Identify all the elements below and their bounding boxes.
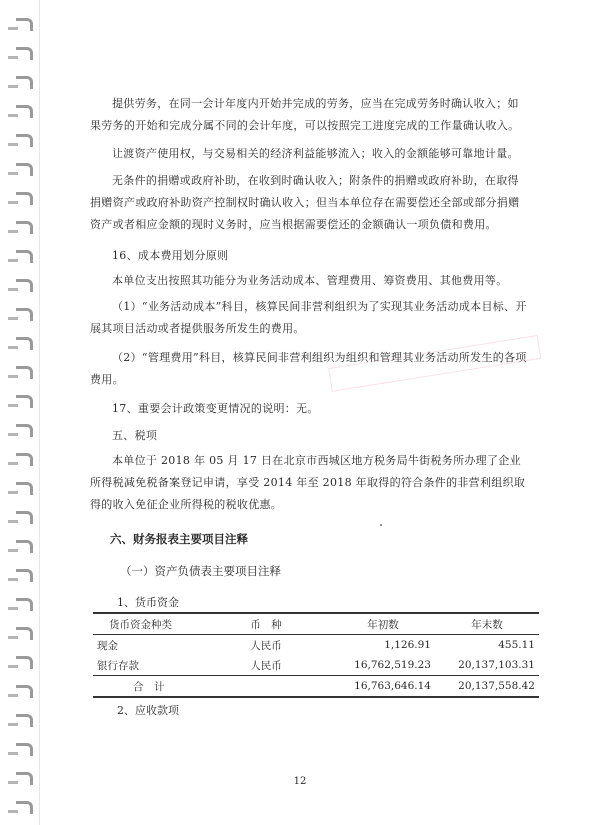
section-16-title: 16、成本费用划分原则 — [112, 249, 229, 262]
page-number: 12 — [293, 776, 307, 787]
row-currency: 人民币 — [250, 639, 282, 652]
subsection-balance-sheet-heading: （一）资产负债表主要项目注释 — [120, 564, 281, 578]
item-cash-title: 1、货币资金 — [117, 596, 179, 609]
row-begin: 1,126.91 — [384, 639, 431, 651]
cash-table — [93, 612, 539, 698]
total-label: 合 计 — [133, 680, 165, 693]
table-header-row — [93, 613, 539, 635]
row-kind: 银行存款 — [97, 659, 139, 672]
scan-speck — [380, 524, 382, 526]
total-begin: 16,763,646.14 — [354, 680, 431, 692]
paragraph-donation-revenue: 无条件的捐赠或政府补助，在收到时确认收入；附条件的捐赠或政府补助，在取得捐赠资产或政府补助资产控制权时确认收入；但当本单位存在需要偿还全部或部分捐赠资产或者相应金额的现时义务时，应当根据需要偿还的金额确认一项负债和费用。 — [90, 174, 520, 231]
paragraph-asset-use-revenue: 让渡资产使用权，与交易相关的经济利益能够流入；收入的金额能够可靠地计量。 — [112, 147, 519, 160]
total-currency-empty — [236, 676, 331, 698]
section-17-title: 17、重要会计政策变更情况的说明：无。 — [112, 402, 319, 415]
header-currency: 币 种 — [250, 618, 282, 631]
table-row — [93, 635, 539, 656]
header-cash-type: 货币资金种类 — [109, 618, 172, 631]
row-begin: 16,762,519.23 — [354, 659, 431, 671]
total-end: 20,137,558.42 — [458, 680, 535, 692]
header-beginning-balance: 年初数 — [367, 618, 399, 631]
paragraph-management-expense: （2）“管理费用”科目，核算民间非营利组织为组织和管理其业务活动所发生的各项费用。 — [90, 351, 527, 386]
paragraph-business-cost: （1）“业务活动成本”科目，核算民间非营利组织为了实现其业务活动成本目标、开展其项目活动或者提供服务所发生的费用。 — [90, 300, 527, 335]
row-currency: 人民币 — [250, 659, 282, 672]
spiral-binding — [0, 0, 44, 825]
table-row — [93, 655, 539, 676]
item-receivables-title: 2、应收款项 — [117, 704, 179, 717]
row-kind: 现金 — [97, 639, 118, 652]
paragraph-labor-revenue: 提供劳务，在同一会计年度内开始并完成的劳务，应当在完成劳务时确认收入；如果劳务的开始和完成分属不同的会计年度，可以按照完工进度完成的工作量确认收入。 — [90, 97, 520, 132]
section-notes-heading: 六、财务报表主要项目注释 — [110, 532, 248, 546]
table-total-row — [93, 676, 539, 698]
paragraph-tax-exemption: 本单位于 2018 年 05 月 17 日在北京市西城区地方税务局牛街税务所办理了企业所得税减免税备案登记申请，享受 2014 年至 2018 年取得的符合条件的非营利组织取得的收入免征企业所得税的税收优惠。 — [90, 454, 526, 511]
section-tax-heading: 五、税项 — [112, 429, 158, 442]
row-end: 20,137,103.31 — [458, 659, 535, 671]
row-end: 455.11 — [498, 639, 535, 651]
page-edge — [39, 0, 40, 825]
paragraph-expense-classification: 本单位支出按照其功能分为业务活动成本、管理费用、筹资费用、其他费用等。 — [112, 274, 508, 287]
header-ending-balance: 年末数 — [471, 618, 503, 631]
